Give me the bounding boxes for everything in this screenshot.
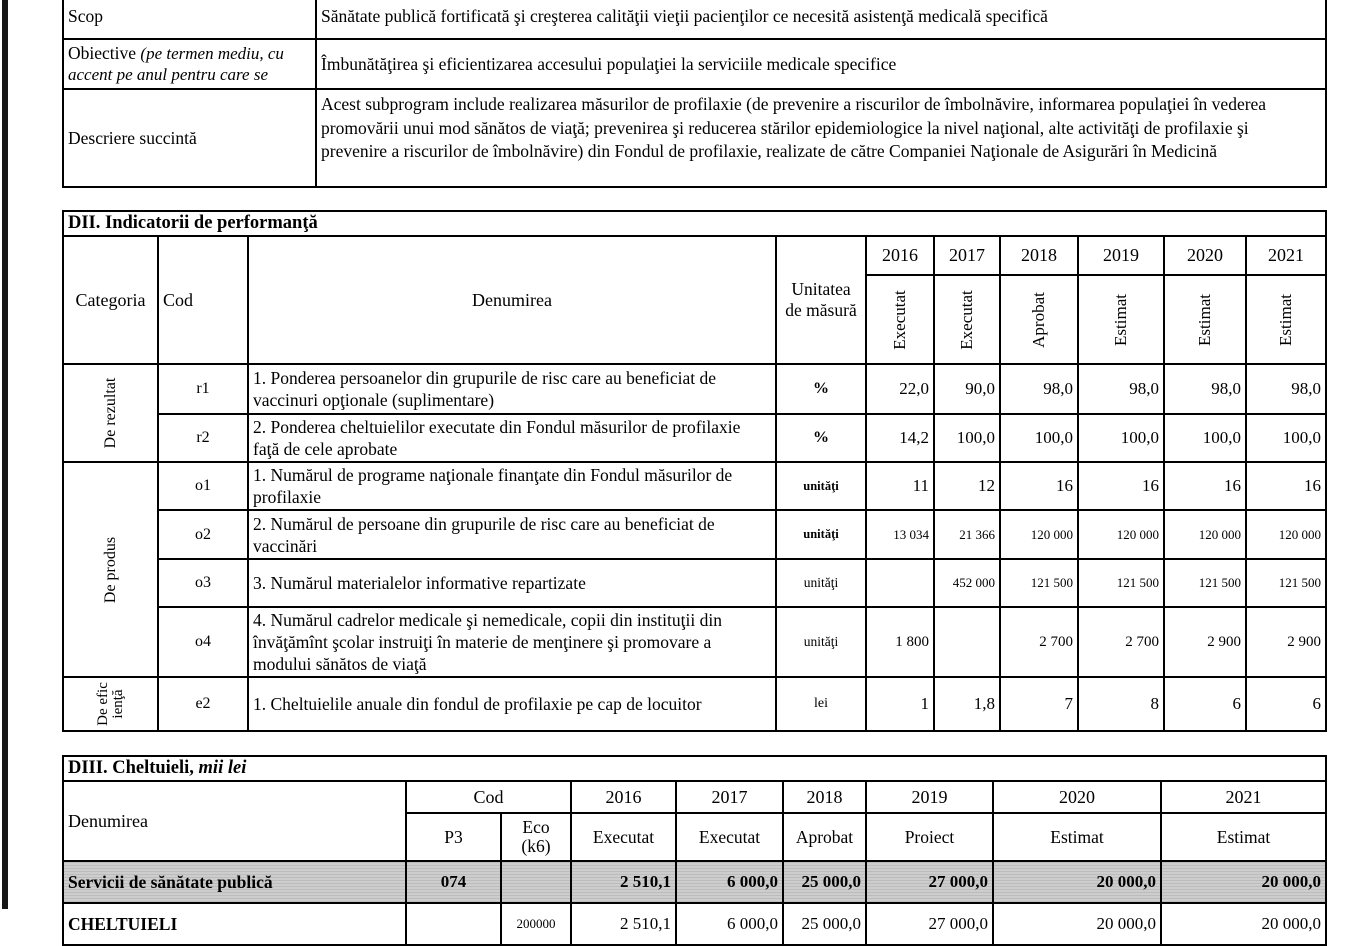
value-2017: 6 000,0 [676, 903, 783, 945]
value-2016: 1 [866, 677, 934, 731]
value-2017: 12 [934, 462, 1000, 510]
year-header: 2016 [866, 236, 934, 275]
year-header: 2019 [866, 781, 993, 813]
table-title-row [63, 756, 1326, 781]
indicator-name: 4. Numărul cadrelor medicale şi nemedicale, copii din instituţii din învăţămînt şcolar instruiţi în materie de menţinere şi promovare a modului sănătos de viaţă [248, 607, 776, 677]
dii-title: DII. Indicatorii de performanţă [63, 211, 1326, 236]
descriere-value-cell [316, 89, 1326, 187]
expense-name: CHELTUIELI [63, 903, 406, 945]
indicator-row-o3 [63, 559, 1326, 607]
year-header: 2021 [1161, 781, 1326, 813]
year-header: 2019 [1078, 236, 1164, 275]
indicator-code: o3 [158, 559, 248, 607]
value-2018: 100,0 [1000, 414, 1078, 462]
indicator-unit: % [776, 364, 866, 414]
value-2016: 11 [866, 462, 934, 510]
value-2021: 20 000,0 [1161, 861, 1326, 903]
year-type-header: Estimat [1246, 275, 1326, 364]
indicator-unit: unităţi [776, 607, 866, 677]
eco-code: 200000 [501, 903, 571, 945]
header-row-cod-years [63, 781, 1326, 813]
p3-code: 074 [406, 861, 501, 903]
expenses-table [62, 755, 1327, 946]
indicator-name: 3. Numărul materialelor informative repartizate [248, 559, 776, 607]
obiective-label: Obiective [68, 43, 137, 63]
performance-indicators-table [62, 210, 1327, 732]
year-type-header: Estimat [1078, 275, 1164, 364]
page-edge-scan-line [2, 0, 8, 909]
indicator-name: 2. Ponderea cheltuielilor executate din Fondul măsurilor de profilaxie faţă de cele aprobate [248, 414, 776, 462]
year-header: 2016 [571, 781, 676, 813]
value-2018: 16 [1000, 462, 1078, 510]
value-2020: 16 [1164, 462, 1246, 510]
value-2020: 100,0 [1164, 414, 1246, 462]
year-type-header: Aprobat [783, 813, 866, 861]
indicator-code: r2 [158, 414, 248, 462]
value-2020: 121 500 [1164, 559, 1246, 607]
value-2016: 1 800 [866, 607, 934, 677]
indicator-unit: unităţi [776, 510, 866, 559]
year-type-header: Aprobat [1000, 275, 1078, 364]
year-type-header: Executat [934, 275, 1000, 364]
value-2021: 120 000 [1246, 510, 1326, 559]
category-de-produs: De produs [63, 462, 158, 677]
indicator-name: 1. Cheltuielile anuale din fondul de profilaxie pe cap de locuitor [248, 677, 776, 731]
value-2020: 20 000,0 [993, 861, 1161, 903]
value-2017: 1,8 [934, 677, 1000, 731]
value-2020: 6 [1164, 677, 1246, 731]
value-2016: 14,2 [866, 414, 934, 462]
indicator-code: o2 [158, 510, 248, 559]
expense-row-servicii [63, 861, 1326, 903]
cod-header: Cod [158, 236, 248, 364]
indicator-row-o4 [63, 607, 1326, 677]
value-2018: 7 [1000, 677, 1078, 731]
value-2021: 2 900 [1246, 607, 1326, 677]
indicator-row-r1 [63, 364, 1326, 414]
year-header: 2020 [993, 781, 1161, 813]
value-2020: 20 000,0 [993, 903, 1161, 945]
value-2019: 2 700 [1078, 607, 1164, 677]
category-de-rezultat: De rezultat [63, 364, 158, 462]
indicator-row-r2 [63, 414, 1326, 462]
value-2017 [934, 607, 1000, 677]
indicator-unit: lei [776, 677, 866, 731]
year-header: 2021 [1246, 236, 1326, 275]
value-2021: 16 [1246, 462, 1326, 510]
scop-label-cell [63, 0, 316, 39]
p3-code [406, 903, 501, 945]
descriere-value: Acest subprogram include realizarea măsurilor de profilaxie (de prevenire a riscurilor de îmbolnăvire, informarea populaţiei în vederea promovării unui mod sănătos de viaţă; prevenirea şi reducerea stărilor epidemiologice la nivel naţional, alte activităţi de profilaxie şi prevenire a riscurilor de îmbolnăvire) din Fondul de profilaxie, realizate de către Companiei Naţionale de Asigurări în Medicină [321, 94, 1267, 161]
value-2021: 100,0 [1246, 414, 1326, 462]
scop-label: Scop [68, 5, 103, 26]
table-row [63, 0, 1326, 39]
value-2017: 452 000 [934, 559, 1000, 607]
scop-value: Sănătate publică fortificată şi creşterea calităţii vieţii pacienţilor ce necesită asistenţă medicală specifică [321, 5, 1048, 26]
value-2018: 2 700 [1000, 607, 1078, 677]
value-2019: 8 [1078, 677, 1164, 731]
obiective-value-cell [316, 39, 1326, 89]
unitate-header: Unitatea de măsură [776, 236, 866, 364]
diii-title: DIII. Cheltuieli, mii lei [63, 756, 1326, 781]
value-2019: 16 [1078, 462, 1164, 510]
year-header: 2018 [1000, 236, 1078, 275]
expense-name: Servicii de sănătate publică [63, 861, 406, 903]
value-2019: 27 000,0 [866, 903, 993, 945]
p3-header: P3 [406, 813, 501, 861]
cod-header: Cod [406, 781, 571, 813]
indicator-name: 1. Ponderea persoanelor din grupurile de risc care au beneficiat de vaccinuri opţionale (suplimentare) [248, 364, 776, 414]
indicator-unit: % [776, 414, 866, 462]
value-2016: 22,0 [866, 364, 934, 414]
year-type-header: Executat [866, 275, 934, 364]
value-2019: 120 000 [1078, 510, 1164, 559]
year-type-header: Proiect [866, 813, 993, 861]
diii-title-italic: mii lei [198, 758, 247, 778]
denumirea-header: Denumirea [63, 781, 406, 861]
value-2018: 120 000 [1000, 510, 1078, 559]
categoria-header: Categoria [63, 236, 158, 364]
value-2019: 98,0 [1078, 364, 1164, 414]
value-2019: 27 000,0 [866, 861, 993, 903]
indicator-unit: unităţi [776, 462, 866, 510]
indicator-name: 2. Numărul de persoane din grupurile de risc care au beneficiat de vaccinări [248, 510, 776, 559]
indicator-code: o4 [158, 607, 248, 677]
value-2018: 25 000,0 [783, 903, 866, 945]
value-2016: 13 034 [866, 510, 934, 559]
value-2020: 2 900 [1164, 607, 1246, 677]
value-2016: 2 510,1 [571, 903, 676, 945]
expense-row-cheltuieli [63, 903, 1326, 945]
indicator-name: 1. Numărul de programe naţionale finanţate din Fondul măsurilor de profilaxie [248, 462, 776, 510]
table-row [63, 39, 1326, 89]
value-2021: 121 500 [1246, 559, 1326, 607]
table-row [63, 89, 1326, 187]
obiective-value: Îmbunătăţirea şi eficientizarea accesului populaţiei la serviciile medicale specifice [321, 53, 897, 74]
descriere-label: Descriere succintă [68, 127, 197, 148]
value-2021: 20 000,0 [1161, 903, 1326, 945]
eco-code [501, 861, 571, 903]
value-2020: 120 000 [1164, 510, 1246, 559]
value-2021: 6 [1246, 677, 1326, 731]
value-2016 [866, 559, 934, 607]
value-2017: 100,0 [934, 414, 1000, 462]
year-type-header: Executat [676, 813, 783, 861]
value-2018: 25 000,0 [783, 861, 866, 903]
value-2017: 21 366 [934, 510, 1000, 559]
obiective-label-italic: (pe termen mediu, cu accent pe anul pentru care se [68, 44, 284, 84]
value-2016: 2 510,1 [571, 861, 676, 903]
program-summary-table [62, 0, 1327, 188]
value-2017: 6 000,0 [676, 861, 783, 903]
year-type-header: Estimat [1164, 275, 1246, 364]
year-header: 2017 [934, 236, 1000, 275]
category-de-eficienta: De eficienţă [63, 677, 158, 731]
value-2019: 121 500 [1078, 559, 1164, 607]
year-type-header: Executat [571, 813, 676, 861]
indicator-row-o1 [63, 462, 1326, 510]
eco-header: Eco (k6) [501, 813, 571, 861]
obiective-label-cell [63, 39, 316, 89]
descriere-label-cell [63, 89, 316, 187]
year-type-header: Estimat [993, 813, 1161, 861]
indicator-row-o2 [63, 510, 1326, 559]
value-2018: 98,0 [1000, 364, 1078, 414]
year-header: 2020 [1164, 236, 1246, 275]
year-header: 2018 [783, 781, 866, 813]
table-title-row [63, 211, 1326, 236]
year-header: 2017 [676, 781, 783, 813]
value-2021: 98,0 [1246, 364, 1326, 414]
denumirea-header: Denumirea [248, 236, 776, 364]
indicator-unit: unităţi [776, 559, 866, 607]
indicator-code: o1 [158, 462, 248, 510]
indicator-row-e2 [63, 677, 1326, 731]
scop-value-cell [316, 0, 1326, 39]
value-2018: 121 500 [1000, 559, 1078, 607]
header-row-years [63, 236, 1326, 275]
year-type-header: Estimat [1161, 813, 1326, 861]
indicator-code: e2 [158, 677, 248, 731]
value-2017: 90,0 [934, 364, 1000, 414]
value-2019: 100,0 [1078, 414, 1164, 462]
indicator-code: r1 [158, 364, 248, 414]
value-2020: 98,0 [1164, 364, 1246, 414]
